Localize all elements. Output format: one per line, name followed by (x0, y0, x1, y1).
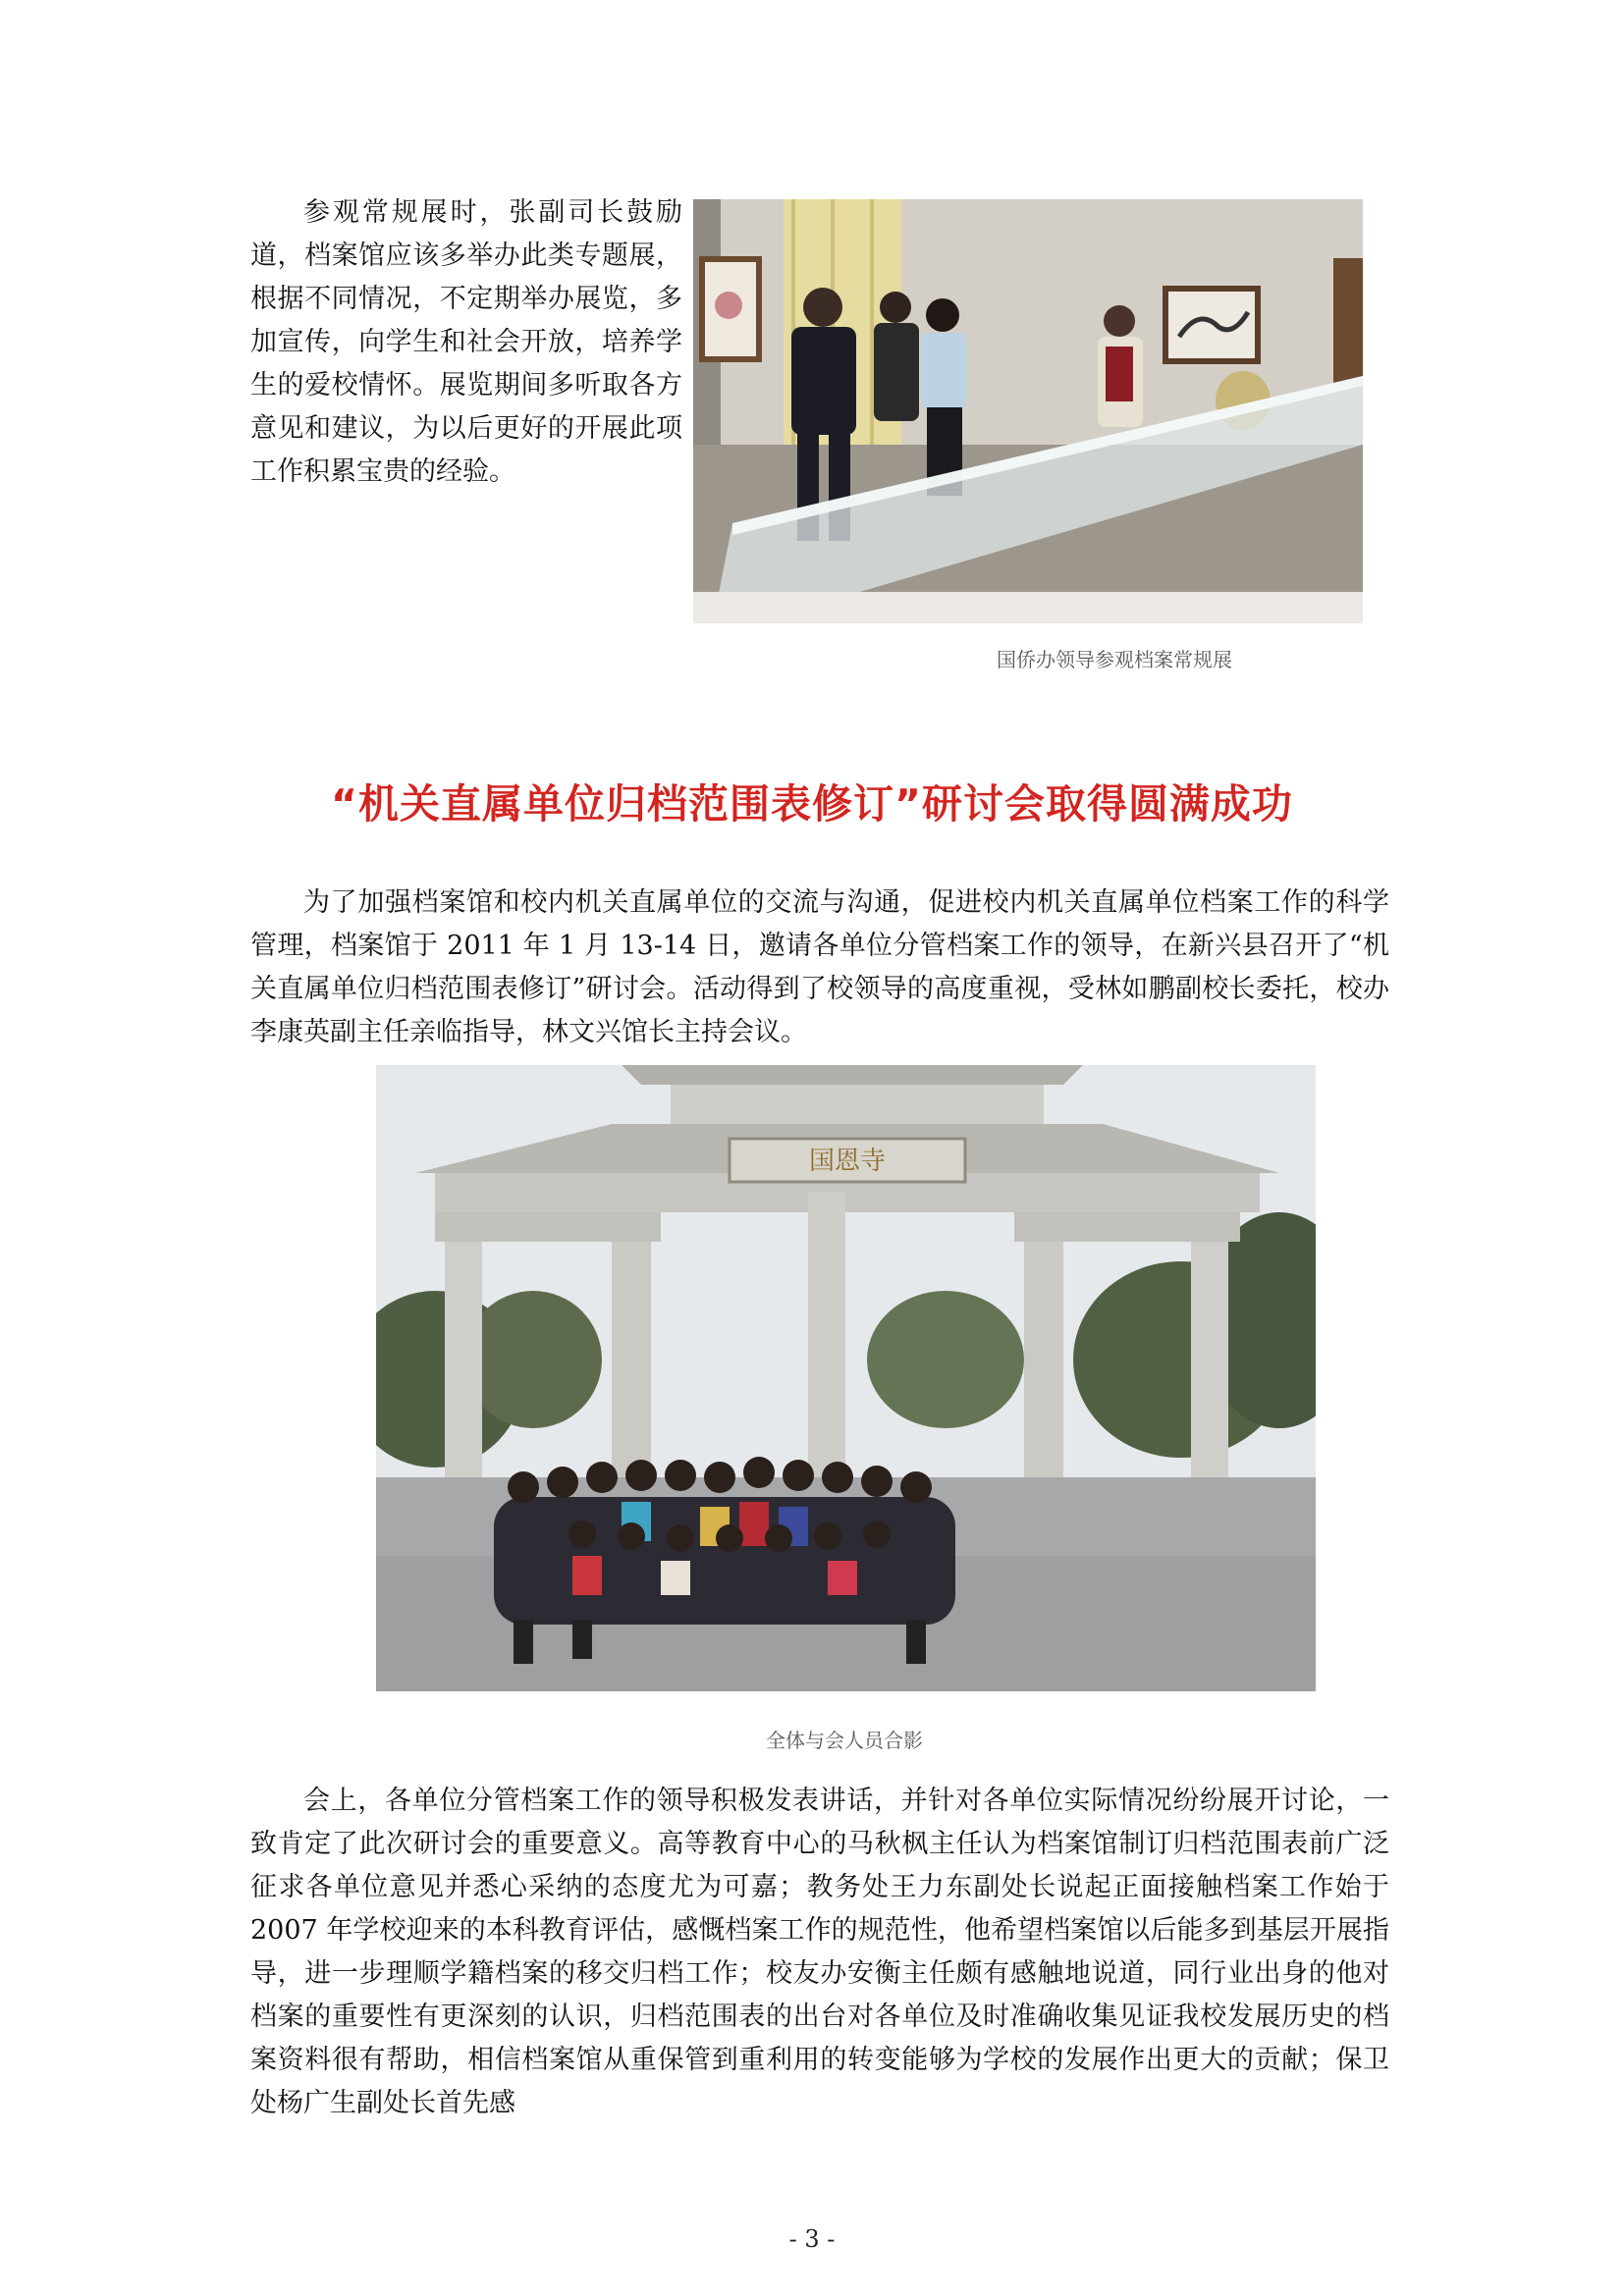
gate-plaque-text: 国恩寺 (808, 1147, 887, 1176)
exhibition-visit-photo (693, 199, 1363, 623)
group-photo (376, 1065, 1316, 1691)
article-paragraph-1: 为了加强档案馆和校内机关直属单位的交流与沟通，促进校内机关直属单位档案工作的科学管理，档案馆于 2011 年 1 月 13-14 日，邀请各单位分管档案工作的领导，在新兴县召开了“机关直属单位归档范围表修订”研讨会。活动得到了校领导的高度重视，受林如鹏副校长委托，校办李康英副主任亲临指导，林文兴馆长主持会议。 (250, 887, 1389, 1047)
article-paragraph-2: 会上，各单位分管档案工作的领导积极发表讲话，并针对各单位实际情况纷纷展开讨论，一致肯定了此次研讨会的重要意义。高等教育中心的马秋枫主任认为档案馆制订归档范围表前广泛征求各单位意见并悉心采纳的态度尤为可嘉；教务处王力东副处长说起正面接触档案工作始于 2007 年学校迎来的本科教育评估，感慨档案工作的规范性，他希望档案馆以后能多到基层开展指导，进一步理顺学籍档案的移交归档工作；校友办安衡主任颇有感触地说道，同行业出身的他对档案的重要性有更深刻的认识，归档范围表的出台对各单位及时准确收集见证我校发展历史的档案资料很有帮助，相信档案馆从重保管到重利用的转变能够为学校的发展作出更大的贡献；保卫处杨广生副处长首先感 (250, 1786, 1389, 2118)
exhibition-visit-illustration (693, 199, 1363, 623)
page-number: - 3 - (788, 2225, 836, 2253)
intro-paragraph: 参观常规展时，张副司长鼓励道，档案馆应该多举办此类专题展，根据不同情况，不定期举办展览，多加宣传，向学生和社会开放，培养学生的爱校情怀。展览期间多听取各方意见和建议，为以后更好的开展此项工作积累宝贵的经验。 (250, 197, 682, 487)
group-photo-illustration (376, 1065, 1316, 1691)
group-photo-caption: 全体与会人员合影 (766, 1729, 923, 1752)
photo-caption: 国侨办领导参观档案常规展 (997, 648, 1232, 671)
article-headline: “机关直属单位归档范围表修订”研讨会取得圆满成功 (331, 780, 1293, 828)
